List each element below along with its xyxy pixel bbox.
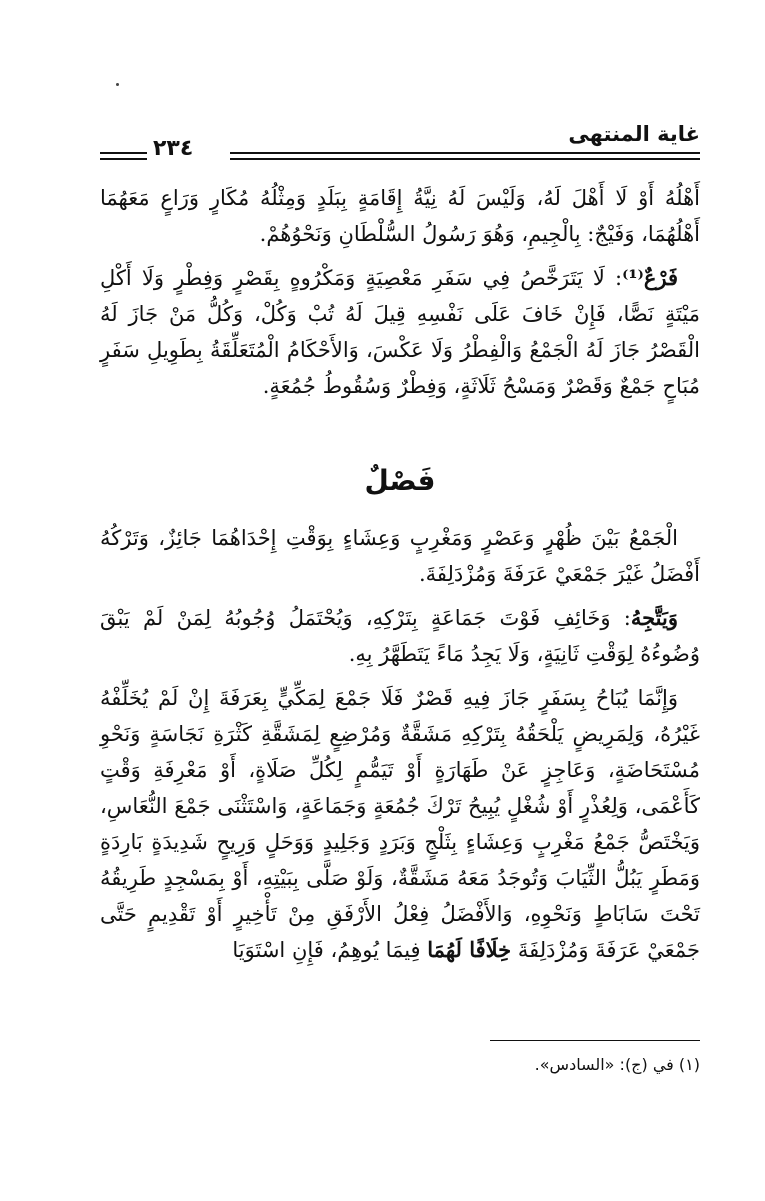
far-text: : لَا يَتَرَخَّصُ فِي سَفَرِ مَعْصِيَةٍ وَمَكْرُوهٍ بِقَصْرٍ وَفِطْرٍ وَلَا أَكْلِ مَيْتَةٍ نَصًّا، فَإِنْ خَافَ عَلَى نَفْسِهِ قِيلَ لَهُ تُبْ وَكُلْ، وَكُلُّ مَنْ جَازَ لَهُ الْقَصْرُ جَازَ لَهُ الْجَمْعُ وَالْفِطْرُ وَلَا عَكْسَ، وَالأَحْكَامُ الْمُتَعَلِّقَةُ بِطَوِيلِ سَفَرٍ مُبَاحٍ جَمْعٌ وَقَصْرٌ وَمَسْحُ ثَلَاثَةٍ، وَفِطْرٌ وَسُقُوطُ جُمُعَةٍ. bbox=[100, 266, 700, 398]
section-heading: فَصْلٌ bbox=[364, 464, 436, 497]
paragraph-far bbox=[100, 260, 700, 404]
yattajih-text: : وَخَائِفِ فَوْتَ جَمَاعَةٍ بِتَرْكِهِ، وَيُحْتَمَلُ وُجُوبُهُ لِمَنْ لَمْ يَبْقَ وُضُوءُهُ لِوَقْتِ ثَانِيَةٍ، وَلَا يَجِدُ مَاءً يَتَطَهَّرُ بِهِ. bbox=[100, 606, 700, 666]
paragraph-jam: الْجَمْعُ بَيْنَ ظُهْرٍ وَعَصْرٍ وَمَغْرِبٍ وَعِشَاءٍ بِوَقْتِ إِحْدَاهُمَا جَائِزٌ، وَتَرْكُهُ أَفْضَلُ غَيْرَ جَمْعَيْ عَرَفَةَ وَمُزْدَلِفَةَ. bbox=[100, 526, 700, 586]
paragraph-continuation: أَهْلُهُ أَوْ لَا أَهْلَ لَهُ، وَلَيْسَ لَهُ نِيَّةُ إِقَامَةٍ بِبَلَدٍ وَمِثْلُهُ مُكَارٍ وَرَاعٍ مَعَهُمَا أَهْلُهُمَا، وَفَيْجٌ: بِالْجِيمِ، وَهُوَ رَسُولُ السُّلْطَانِ وَنَحْوُهُمْ. bbox=[100, 186, 700, 246]
footnote: (١) في (ج): «السادس». bbox=[534, 1055, 700, 1074]
paragraph-innama bbox=[100, 680, 700, 968]
page-number: ٢٣٤ bbox=[147, 136, 199, 161]
innama-text-a: وَإِنَّمَا يُبَاحُ بِسَفَرٍ جَازَ فِيهِ قَصْرٌ فَلَا جَمْعَ لِمَكِّيٍّ بِعَرَفَةَ إِنْ لَمْ يُخَلِّفْهُ غَيْرُهُ، وَلِمَرِيضٍ يَلْحَقُهُ بِتَرْكِهِ مَشَقَّةٌ وَمُرْضِعٍ لِمَشَقَّةِ كَثْرَةِ نَجَاسَةٍ وَنَحْوِ مُسْتَحَاضَةٍ، وَعَاجِزٍ عَنْ طَهَارَةٍ أَوْ تَيَمُّمٍ لِكُلِّ صَلَاةٍ، أَوْ مَعْرِفَةِ وَقْتٍ كَأَعْمَى، وَلِعُذْرٍ أَوْ شُغْلٍ يُبِيحُ تَرْكَ جُمُعَةٍ وَجَمَاعَةٍ، وَاسْتَثْنَى جَمْعَ النُّعَاسِ، وَيَخْتَصُّ جَمْعُ مَغْرِبٍ وَعِشَاءٍ بِثَلْجٍ وَبَرَدٍ وَجَلِيدٍ وَوَحَلٍ وَرِيحٍ شَدِيدَةٍ بَارِدَةٍ وَمَطَرٍ يَبُلُّ الثِّيَابَ وَتُوجَدُ مَعَهُ مَشَقَّةٌ، وَلَوْ صَلَّى بِبَيْتِهِ، أَوْ بِمَسْجِدٍ طَرِيقُهُ تَحْتَ سَابَاطٍ وَنَحْوِهِ، وَالأَفْضَلُ فِعْلُ الأَرْفَقِ مِنْ تَأْخِيرٍ أَوْ تَقْدِيمٍ حَتَّى جَمْعَيْ عَرَفَةَ وَمُزْدَلِفَةَ bbox=[100, 686, 700, 962]
header-rule-right-bottom bbox=[230, 158, 700, 160]
footnote-rule bbox=[490, 1040, 700, 1041]
innama-text-b: فِيمَا يُوهِمُ، فَإِنِ اسْتَوَيَا bbox=[232, 938, 421, 962]
khilafan-bold: خِلَافًا لَهُمَا bbox=[427, 937, 512, 962]
paragraph-yattajih bbox=[100, 600, 700, 672]
page-header bbox=[100, 122, 700, 166]
book-title: غاية المنتهى bbox=[568, 122, 700, 146]
header-rule-right-top bbox=[230, 152, 700, 154]
body-top bbox=[100, 180, 700, 404]
far-heading: فَرْعٌ⁽¹⁾ bbox=[622, 265, 678, 290]
scan-speck bbox=[116, 83, 119, 86]
body-bottom bbox=[100, 520, 700, 968]
yattajih-heading: وَيَتَّجِهُ bbox=[630, 605, 678, 630]
